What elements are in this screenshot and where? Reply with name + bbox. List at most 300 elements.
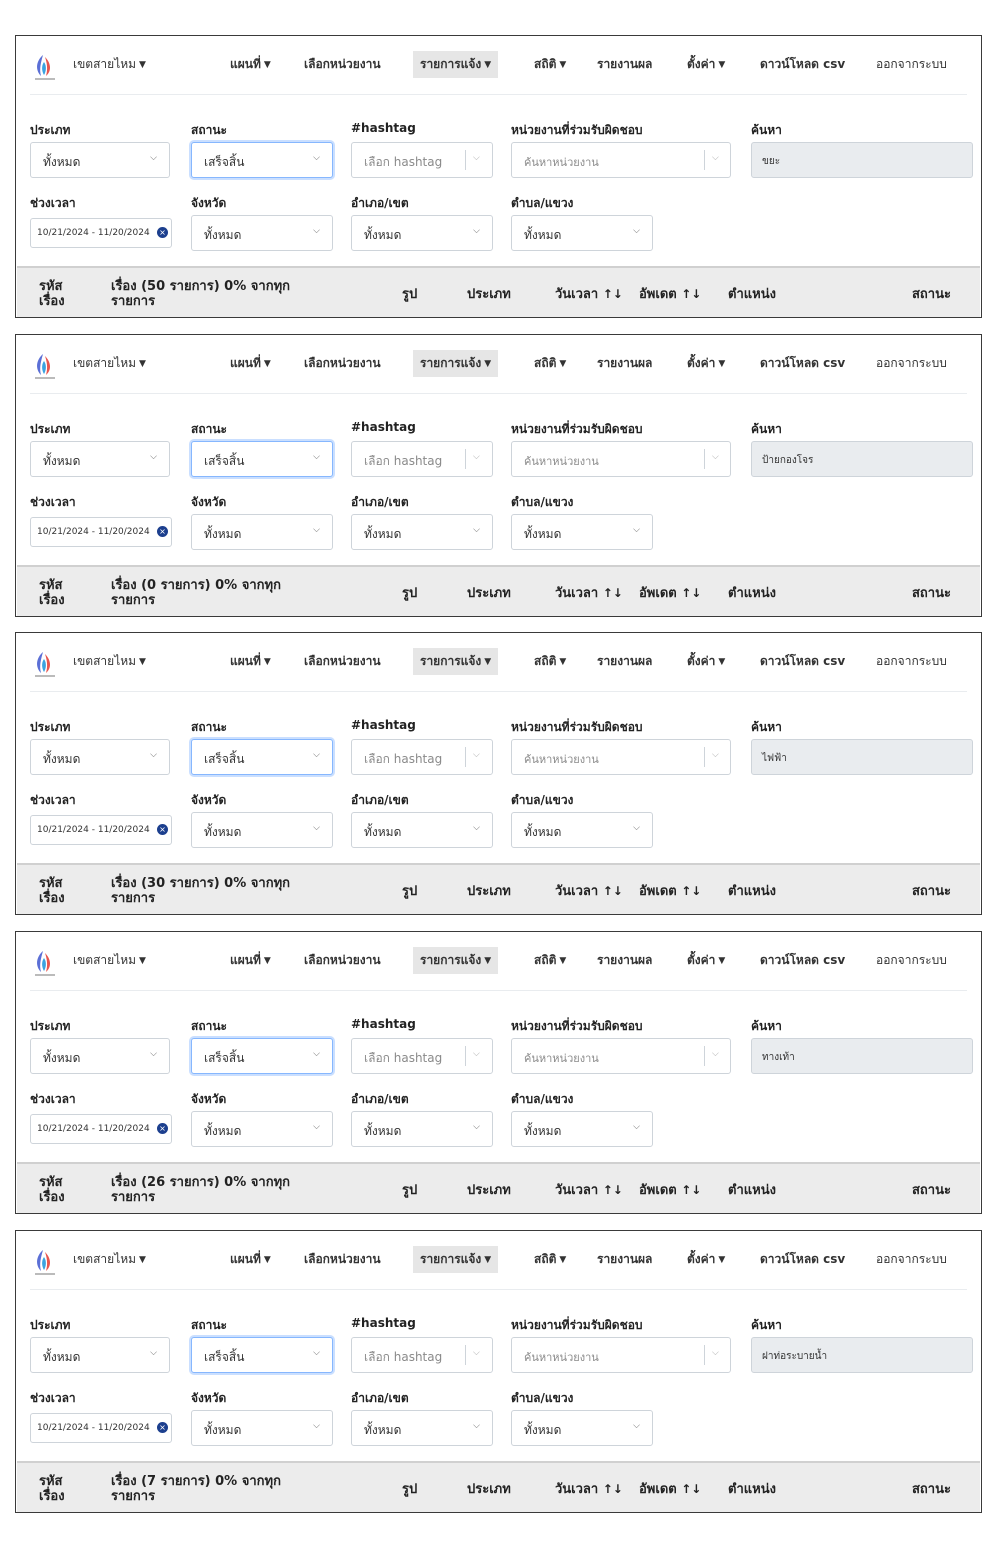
col-category[interactable]: ประเภท — [467, 1482, 511, 1497]
status-label: สถานะ — [191, 123, 227, 137]
hashtag-select[interactable] — [351, 441, 493, 477]
district-select-value: ทั้งหมด — [364, 1124, 402, 1138]
subject-count-text: เรื่อง (30 รายการ) 0% จากทุก — [111, 876, 291, 891]
agency-label: หน่วยงานที่ร่วมรับผิดชอบ — [511, 720, 643, 734]
nav-results[interactable]: รายงานผล — [597, 356, 653, 370]
province-select-value: ทั้งหมด — [204, 228, 242, 242]
col-subject[interactable]: เรื่อง (7 รายการ) 0% จากทุก รายการ — [111, 1474, 281, 1504]
col-subject[interactable]: เรื่อง (0 รายการ) 0% จากทุก รายการ — [111, 578, 281, 608]
status-select[interactable] — [191, 739, 333, 775]
clear-icon[interactable]: × — [157, 1123, 168, 1134]
col-subject[interactable]: เรื่อง (50 รายการ) 0% จากทุก รายการ — [111, 279, 291, 309]
subject-count-text: เรื่อง (0 รายการ) 0% จากทุก — [111, 578, 281, 593]
type-select[interactable] — [30, 142, 170, 178]
agency-label: หน่วยงานที่ร่วมรับผิดชอบ — [511, 1318, 643, 1332]
sort-icon[interactable]: ↑↓ — [602, 1482, 623, 1496]
nav-stats-dropdown[interactable]: สถิติ ▼ — [534, 654, 567, 668]
agency-placeholder: ค้นหาหน่วยงาน — [524, 1351, 599, 1364]
col-code[interactable]: รหัส เรื่อง — [39, 279, 65, 309]
nav-download-csv[interactable]: ดาวน์โหลด csv — [760, 953, 846, 967]
search-input[interactable] — [751, 142, 973, 178]
caret-down-icon: ▼ — [263, 657, 271, 667]
select-divider — [704, 1046, 705, 1066]
caret-down-icon: ▼ — [263, 60, 271, 70]
caret-down-icon: ▼ — [718, 1255, 726, 1265]
col-photo: รูป — [402, 1482, 418, 1497]
nav-download-csv[interactable]: ดาวน์โหลด csv — [760, 654, 846, 668]
select-divider — [465, 1046, 466, 1066]
nav-map-dropdown[interactable]: แผนที่ ▼ — [230, 953, 271, 967]
chevron-down-icon: ⌵ — [473, 226, 480, 236]
nav-stats-dropdown[interactable]: สถิติ ▼ — [534, 57, 567, 71]
col-status[interactable]: สถานะ — [912, 1183, 951, 1198]
report-panel — [15, 632, 982, 915]
chevron-down-icon: ⌵ — [313, 452, 320, 462]
col-subject[interactable]: เรื่อง (30 รายการ) 0% จากทุก รายการ — [111, 876, 291, 906]
subdistrict-select[interactable] — [511, 1111, 653, 1147]
nav-map-dropdown[interactable]: แผนที่ ▼ — [230, 654, 271, 668]
agency-label: หน่วยงานที่ร่วมรับผิดชอบ — [511, 1019, 643, 1033]
type-select-value: ทั้งหมด — [43, 1051, 81, 1065]
nav-settings-dropdown[interactable]: ตั้งค่า ▼ — [687, 356, 726, 370]
district-select-value: ทั้งหมด — [364, 228, 402, 242]
hashtag-label: #hashtag — [351, 121, 416, 135]
table-header — [17, 1162, 980, 1214]
col-location[interactable]: ตำแหน่ง — [728, 1482, 776, 1497]
chevron-down-icon: ⌵ — [150, 1348, 157, 1358]
caret-down-icon: ▼ — [263, 359, 271, 369]
status-select[interactable] — [191, 441, 333, 477]
search-input-value: ทางเท้า — [762, 1052, 795, 1063]
chevron-down-icon: ⌵ — [313, 823, 320, 833]
status-label: สถานะ — [191, 422, 227, 436]
status-select-value: เสร็จสิ้น — [204, 454, 245, 468]
nav-reports-dropdown[interactable]: รายการแจ้ง ▼ — [413, 1246, 498, 1273]
navbar-divider — [30, 94, 967, 95]
table-header — [17, 565, 980, 617]
chevron-down-icon: ⌵ — [473, 1122, 480, 1132]
nav-stats-dropdown[interactable]: สถิติ ▼ — [534, 1252, 567, 1266]
period-label: ช่วงเวลา — [30, 196, 76, 210]
col-datetime[interactable]: วันเวลา ↑↓ — [555, 1482, 623, 1497]
hashtag-placeholder: เลือก hashtag — [364, 454, 443, 468]
district-select-value: ทั้งหมด — [364, 1423, 402, 1437]
district-label: อำเภอ/เขต — [351, 1391, 409, 1405]
chevron-down-icon: ⌵ — [712, 153, 719, 163]
report-panel — [15, 1230, 982, 1513]
nav-select-agency[interactable]: เลือกหน่วยงาน — [304, 1252, 381, 1266]
agency-label: หน่วยงานที่ร่วมรับผิดชอบ — [511, 422, 643, 436]
sort-icon[interactable]: ↑↓ — [602, 1183, 623, 1197]
col-status[interactable]: สถานะ — [912, 1482, 951, 1497]
province-select[interactable] — [191, 514, 333, 550]
hashtag-select[interactable] — [351, 142, 493, 178]
chevron-down-icon: ⌵ — [313, 525, 320, 535]
chevron-down-icon: ⌵ — [313, 153, 320, 163]
search-input[interactable] — [751, 441, 973, 477]
caret-down-icon: ▼ — [484, 657, 492, 667]
caret-down-icon: ▼ — [484, 60, 492, 70]
district-select[interactable] — [351, 215, 493, 251]
select-divider — [704, 449, 705, 469]
chevron-down-icon: ⌵ — [473, 153, 480, 163]
chevron-down-icon: ⌵ — [473, 525, 480, 535]
chevron-down-icon: ⌵ — [150, 452, 157, 462]
province-label: จังหวัด — [191, 196, 227, 210]
hashtag-select[interactable] — [351, 739, 493, 775]
hashtag-placeholder: เลือก hashtag — [364, 1350, 443, 1364]
subdistrict-select[interactable] — [511, 514, 653, 550]
district-select[interactable] — [351, 1111, 493, 1147]
agency-placeholder: ค้นหาหน่วยงาน — [524, 753, 599, 766]
date-range-value: 10/21/2024 - 11/20/2024 — [37, 228, 150, 238]
caret-down-icon: ▼ — [484, 1255, 492, 1265]
caret-down-icon: ▼ — [559, 1255, 567, 1265]
province-label: จังหวัด — [191, 793, 227, 807]
col-datetime[interactable]: วันเวลา ↑↓ — [555, 1183, 623, 1198]
district-select[interactable] — [351, 514, 493, 550]
chevron-down-icon: ⌵ — [473, 452, 480, 462]
date-range-input[interactable] — [30, 517, 172, 547]
nav-select-agency[interactable]: เลือกหน่วยงาน — [304, 654, 381, 668]
district-select-value: ทั้งหมด — [364, 527, 402, 541]
chevron-down-icon: ⌵ — [313, 226, 320, 236]
nav-logout[interactable]: ออกจากระบบ — [876, 1252, 947, 1266]
chevron-down-icon: ⌵ — [150, 1049, 157, 1059]
nav-select-agency[interactable]: เลือกหน่วยงาน — [304, 356, 381, 370]
col-location[interactable]: ตำแหน่ง — [728, 287, 776, 302]
type-select[interactable] — [30, 739, 170, 775]
caret-down-icon: ▼ — [718, 956, 726, 966]
sort-icon[interactable]: ↑↓ — [602, 586, 623, 600]
nav-map-dropdown[interactable]: แผนที่ ▼ — [230, 57, 271, 71]
nav-brand-dropdown[interactable]: เขตสายไหม ▼ — [73, 1252, 146, 1266]
caret-down-icon: ▼ — [718, 359, 726, 369]
nav-map-dropdown[interactable]: แผนที่ ▼ — [230, 356, 271, 370]
chevron-down-icon: ⌵ — [150, 750, 157, 760]
select-divider — [704, 747, 705, 767]
period-label: ช่วงเวลา — [30, 1092, 76, 1106]
subdistrict-label: ตำบล/แขวง — [511, 196, 574, 210]
nav-logout[interactable]: ออกจากระบบ — [876, 356, 947, 370]
district-label: อำเภอ/เขต — [351, 196, 409, 210]
sort-icon[interactable]: ↑↓ — [681, 1482, 702, 1496]
nav-settings-dropdown[interactable]: ตั้งค่า ▼ — [687, 57, 726, 71]
col-status[interactable]: สถานะ — [912, 287, 951, 302]
col-location[interactable]: ตำแหน่ง — [728, 586, 776, 601]
hashtag-placeholder: เลือก hashtag — [364, 155, 443, 169]
chevron-down-icon: ⌵ — [712, 1348, 719, 1358]
chevron-down-icon: ⌵ — [473, 750, 480, 760]
nav-results[interactable]: รายงานผล — [597, 1252, 653, 1266]
caret-down-icon: ▼ — [559, 657, 567, 667]
subdistrict-select[interactable] — [511, 1410, 653, 1446]
col-category[interactable]: ประเภท — [467, 1183, 511, 1198]
search-label: ค้นหา — [751, 720, 782, 734]
date-range-input[interactable] — [30, 815, 172, 845]
sort-icon[interactable]: ↑↓ — [681, 884, 702, 898]
col-code[interactable]: รหัส เรื่อง — [39, 1175, 65, 1205]
province-select[interactable] — [191, 812, 333, 848]
nav-settings-dropdown[interactable]: ตั้งค่า ▼ — [687, 953, 726, 967]
logo-icon — [32, 351, 58, 381]
logo-icon — [32, 52, 58, 82]
hashtag-label: #hashtag — [351, 718, 416, 732]
type-select-value: ทั้งหมด — [43, 1350, 81, 1364]
search-input[interactable] — [751, 1038, 973, 1074]
chevron-down-icon: ⌵ — [633, 525, 640, 535]
subdistrict-select-value: ทั้งหมด — [524, 228, 562, 242]
nav-settings-dropdown[interactable]: ตั้งค่า ▼ — [687, 654, 726, 668]
search-input-value: ขยะ — [762, 156, 781, 167]
nav-results[interactable]: รายงานผล — [597, 654, 653, 668]
agency-select[interactable] — [511, 739, 731, 775]
caret-down-icon: ▼ — [484, 956, 492, 966]
nav-map-dropdown[interactable]: แผนที่ ▼ — [230, 1252, 271, 1266]
report-panel — [15, 334, 982, 617]
search-label: ค้นหา — [751, 1019, 782, 1033]
province-select-value: ทั้งหมด — [204, 1423, 242, 1437]
subdistrict-select[interactable] — [511, 812, 653, 848]
hashtag-label: #hashtag — [351, 420, 416, 434]
chevron-down-icon: ⌵ — [313, 750, 320, 760]
date-range-value: 10/21/2024 - 11/20/2024 — [37, 527, 150, 537]
province-label: จังหวัด — [191, 1391, 227, 1405]
status-select[interactable] — [191, 1038, 333, 1074]
agency-select[interactable] — [511, 1038, 731, 1074]
col-status[interactable]: สถานะ — [912, 884, 951, 899]
col-category[interactable]: ประเภท — [467, 586, 511, 601]
chevron-down-icon: ⌵ — [712, 750, 719, 760]
caret-down-icon: ▼ — [139, 60, 146, 70]
hashtag-placeholder: เลือก hashtag — [364, 1051, 443, 1065]
navbar-divider — [30, 691, 967, 692]
subdistrict-select[interactable] — [511, 215, 653, 251]
navbar — [16, 36, 981, 94]
caret-down-icon: ▼ — [139, 657, 146, 667]
select-divider — [704, 150, 705, 170]
type-select[interactable] — [30, 1337, 170, 1373]
col-photo: รูป — [402, 1183, 418, 1198]
caret-down-icon: ▼ — [718, 657, 726, 667]
navbar-divider — [30, 393, 967, 394]
province-select-value: ทั้งหมด — [204, 1124, 242, 1138]
period-label: ช่วงเวลา — [30, 793, 76, 807]
status-select-value: เสร็จสิ้น — [204, 1051, 245, 1065]
type-label: ประเภท — [30, 1318, 71, 1332]
nav-reports-dropdown[interactable]: รายการแจ้ง ▼ — [413, 350, 498, 377]
province-select-value: ทั้งหมด — [204, 825, 242, 839]
col-category[interactable]: ประเภท — [467, 287, 511, 302]
chevron-down-icon: ⌵ — [712, 452, 719, 462]
nav-select-agency[interactable]: เลือกหน่วยงาน — [304, 953, 381, 967]
agency-select[interactable] — [511, 441, 731, 477]
search-label: ค้นหา — [751, 422, 782, 436]
province-select[interactable] — [191, 1111, 333, 1147]
chevron-down-icon: ⌵ — [633, 823, 640, 833]
col-updated[interactable]: อัพเดต ↑↓ — [639, 586, 702, 601]
district-label: อำเภอ/เขต — [351, 1092, 409, 1106]
col-updated[interactable]: อัพเดต ↑↓ — [639, 884, 702, 899]
district-label: อำเภอ/เขต — [351, 495, 409, 509]
nav-reports-dropdown[interactable]: รายการแจ้ง ▼ — [413, 648, 498, 675]
col-status[interactable]: สถานะ — [912, 586, 951, 601]
col-datetime[interactable]: วันเวลา ↑↓ — [555, 884, 623, 899]
date-range-value: 10/21/2024 - 11/20/2024 — [37, 825, 150, 835]
select-divider — [465, 449, 466, 469]
sort-icon[interactable]: ↑↓ — [681, 586, 702, 600]
col-photo: รูป — [402, 586, 418, 601]
caret-down-icon: ▼ — [718, 60, 726, 70]
sort-icon[interactable]: ↑↓ — [602, 884, 623, 898]
hashtag-label: #hashtag — [351, 1017, 416, 1031]
col-photo: รูป — [402, 884, 418, 899]
nav-logout[interactable]: ออกจากระบบ — [876, 953, 947, 967]
period-label: ช่วงเวลา — [30, 495, 76, 509]
sort-icon[interactable]: ↑↓ — [681, 287, 702, 301]
nav-results[interactable]: รายงานผล — [597, 953, 653, 967]
subdistrict-label: ตำบล/แขวง — [511, 793, 574, 807]
status-select[interactable] — [191, 142, 333, 178]
col-location[interactable]: ตำแหน่ง — [728, 884, 776, 899]
nav-logout[interactable]: ออกจากระบบ — [876, 57, 947, 71]
col-location[interactable]: ตำแหน่ง — [728, 1183, 776, 1198]
nav-brand-dropdown[interactable]: เขตสายไหม ▼ — [73, 57, 146, 71]
nav-brand-dropdown[interactable]: เขตสายไหม ▼ — [73, 654, 146, 668]
status-label: สถานะ — [191, 1019, 227, 1033]
table-header — [17, 1461, 980, 1513]
hashtag-select[interactable] — [351, 1038, 493, 1074]
date-range-input[interactable] — [30, 1114, 172, 1144]
chevron-down-icon: ⌵ — [633, 226, 640, 236]
navbar — [16, 932, 981, 990]
table-header — [17, 266, 980, 318]
subject-count-text: เรื่อง (7 รายการ) 0% จากทุก — [111, 1474, 281, 1489]
nav-download-csv[interactable]: ดาวน์โหลด csv — [760, 356, 846, 370]
province-select[interactable] — [191, 1410, 333, 1446]
col-subject[interactable]: เรื่อง (26 รายการ) 0% จากทุก รายการ — [111, 1175, 291, 1205]
nav-reports-dropdown[interactable]: รายการแจ้ง ▼ — [413, 947, 498, 974]
col-code[interactable]: รหัส เรื่อง — [39, 578, 65, 608]
clear-icon[interactable]: × — [157, 526, 168, 537]
search-input[interactable] — [751, 739, 973, 775]
search-input[interactable] — [751, 1337, 973, 1373]
type-select[interactable] — [30, 1038, 170, 1074]
col-code[interactable]: รหัส เรื่อง — [39, 876, 65, 906]
status-select[interactable] — [191, 1337, 333, 1373]
province-select[interactable] — [191, 215, 333, 251]
status-label: สถานะ — [191, 1318, 227, 1332]
date-range-input[interactable] — [30, 1413, 172, 1443]
hashtag-label: #hashtag — [351, 1316, 416, 1330]
nav-stats-dropdown[interactable]: สถิติ ▼ — [534, 356, 567, 370]
navbar — [16, 633, 981, 691]
search-label: ค้นหา — [751, 1318, 782, 1332]
col-photo: รูป — [402, 287, 418, 302]
period-label: ช่วงเวลา — [30, 1391, 76, 1405]
status-label: สถานะ — [191, 720, 227, 734]
select-divider — [465, 1345, 466, 1365]
chevron-down-icon: ⌵ — [473, 823, 480, 833]
agency-select[interactable] — [511, 142, 731, 178]
agency-placeholder: ค้นหาหน่วยงาน — [524, 1052, 599, 1065]
col-datetime[interactable]: วันเวลา ↑↓ — [555, 287, 623, 302]
sort-icon[interactable]: ↑↓ — [681, 1183, 702, 1197]
type-select[interactable] — [30, 441, 170, 477]
status-select-value: เสร็จสิ้น — [204, 752, 245, 766]
search-input-value: ไฟฟ้า — [762, 753, 787, 764]
clear-icon[interactable]: × — [157, 227, 168, 238]
nav-results[interactable]: รายงานผล — [597, 57, 653, 71]
nav-download-csv[interactable]: ดาวน์โหลด csv — [760, 57, 846, 71]
caret-down-icon: ▼ — [559, 359, 567, 369]
nav-download-csv[interactable]: ดาวน์โหลด csv — [760, 1252, 846, 1266]
chevron-down-icon: ⌵ — [313, 1421, 320, 1431]
clear-icon[interactable]: × — [157, 824, 168, 835]
caret-down-icon: ▼ — [139, 359, 146, 369]
subdistrict-label: ตำบล/แขวง — [511, 1092, 574, 1106]
province-label: จังหวัด — [191, 1092, 227, 1106]
col-updated[interactable]: อัพเดต ↑↓ — [639, 1183, 702, 1198]
nav-brand-dropdown[interactable]: เขตสายไหม ▼ — [73, 356, 146, 370]
nav-stats-dropdown[interactable]: สถิติ ▼ — [534, 953, 567, 967]
agency-select[interactable] — [511, 1337, 731, 1373]
province-select-value: ทั้งหมด — [204, 527, 242, 541]
subject-count-text: เรื่อง (50 รายการ) 0% จากทุก — [111, 279, 291, 294]
type-label: ประเภท — [30, 422, 71, 436]
navbar — [16, 1231, 981, 1289]
select-divider — [465, 747, 466, 767]
nav-select-agency[interactable]: เลือกหน่วยงาน — [304, 57, 381, 71]
nav-reports-dropdown[interactable]: รายการแจ้ง ▼ — [413, 51, 498, 78]
col-updated[interactable]: อัพเดต ↑↓ — [639, 287, 702, 302]
agency-placeholder: ค้นหาหน่วยงาน — [524, 455, 599, 468]
hashtag-select[interactable] — [351, 1337, 493, 1373]
district-select[interactable] — [351, 812, 493, 848]
chevron-down-icon: ⌵ — [313, 1348, 320, 1358]
nav-brand-dropdown[interactable]: เขตสายไหม ▼ — [73, 953, 146, 967]
subdistrict-select-value: ทั้งหมด — [524, 1423, 562, 1437]
chevron-down-icon: ⌵ — [473, 1049, 480, 1059]
col-datetime[interactable]: วันเวลา ↑↓ — [555, 586, 623, 601]
nav-logout[interactable]: ออกจากระบบ — [876, 654, 947, 668]
clear-icon[interactable]: × — [157, 1422, 168, 1433]
district-select[interactable] — [351, 1410, 493, 1446]
logo-icon — [32, 1247, 58, 1277]
col-code[interactable]: รหัส เรื่อง — [39, 1474, 65, 1504]
chevron-down-icon: ⌵ — [712, 1049, 719, 1059]
date-range-input[interactable] — [30, 218, 172, 248]
search-label: ค้นหา — [751, 123, 782, 137]
type-select-value: ทั้งหมด — [43, 752, 81, 766]
status-select-value: เสร็จสิ้น — [204, 155, 245, 169]
sort-icon[interactable]: ↑↓ — [602, 287, 623, 301]
type-label: ประเภท — [30, 720, 71, 734]
search-input-value: ฝาท่อระบายน้ำ — [762, 1351, 828, 1362]
logo-icon — [32, 948, 58, 978]
nav-settings-dropdown[interactable]: ตั้งค่า ▼ — [687, 1252, 726, 1266]
chevron-down-icon: ⌵ — [633, 1421, 640, 1431]
col-category[interactable]: ประเภท — [467, 884, 511, 899]
province-label: จังหวัด — [191, 495, 227, 509]
caret-down-icon: ▼ — [263, 1255, 271, 1265]
chevron-down-icon: ⌵ — [473, 1348, 480, 1358]
caret-down-icon: ▼ — [484, 359, 492, 369]
search-input-value: ป้ายกองโจร — [762, 455, 814, 466]
subdistrict-select-value: ทั้งหมด — [524, 1124, 562, 1138]
type-select-value: ทั้งหมด — [43, 454, 81, 468]
col-updated[interactable]: อัพเดต ↑↓ — [639, 1482, 702, 1497]
